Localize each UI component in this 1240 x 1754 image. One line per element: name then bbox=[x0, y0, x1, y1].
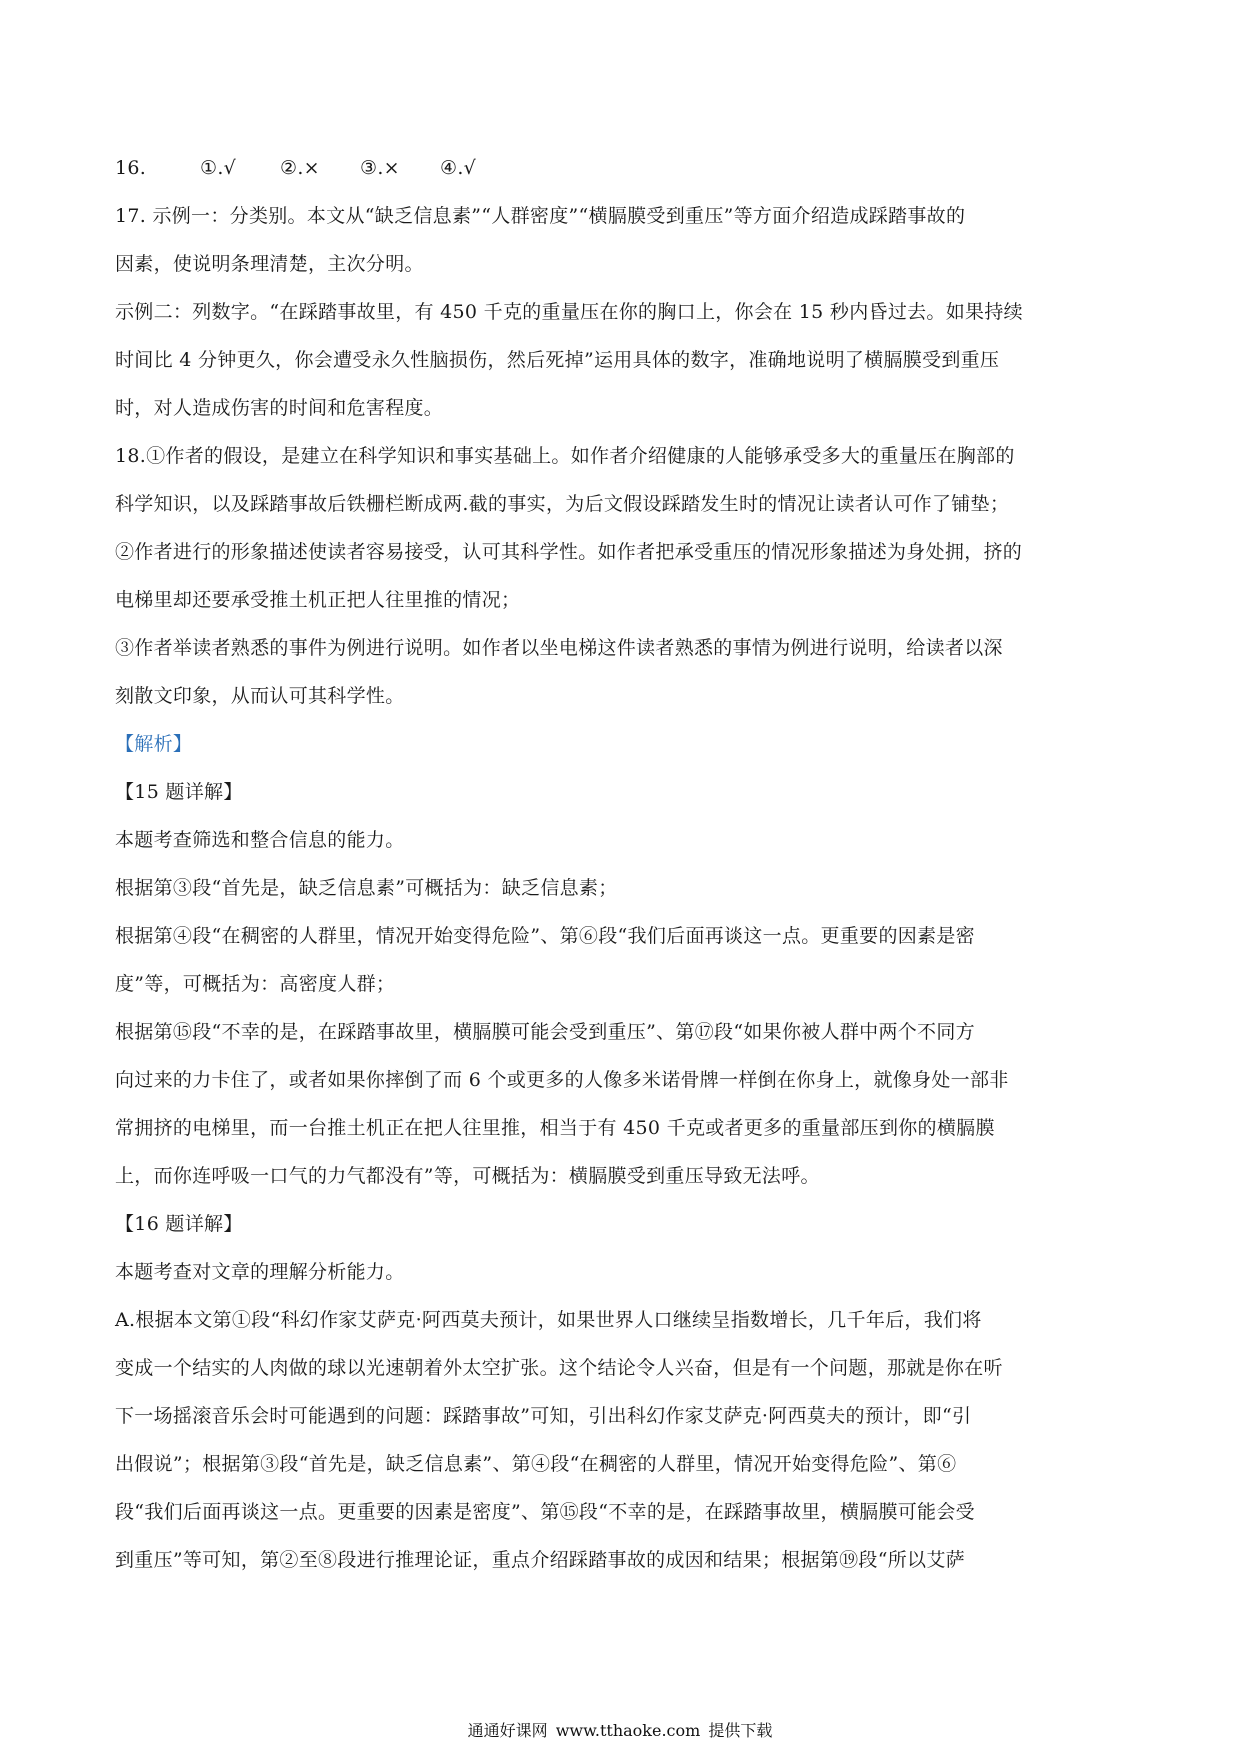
footer-site-name: 通通好课网 bbox=[467, 1721, 548, 1740]
q15-line-8: 上，而你连呼吸一口气的力气都没有”等，可概括为：横膈膜受到重压导致无法呼。 bbox=[115, 1165, 820, 1187]
q17-line-2: 因素，使说明条理清楚，主次分明。 bbox=[115, 253, 424, 275]
q18-line-2: 科学知识，以及踩踏事故后铁栅栏断成两.截的事实，为后文假设踩踏发生时的情况让读者认可作了铺垫； bbox=[115, 493, 1010, 515]
q18-line-1: 18.①作者的假设，是建立在科学知识和事实基础上。如作者介绍健康的人能够承受多大的重量压在胸部的 bbox=[115, 445, 1015, 467]
q16-line-1: 本题考查对文章的理解分析能力。 bbox=[115, 1261, 405, 1283]
q17-line-4: 时间比 4 分钟更久，你会遭受永久性脑损伤，然后死掉”运用具体的数字，准确地说明了横膈膜受到重压 bbox=[115, 349, 1000, 371]
q16-detail-heading: 【16 题详解】 bbox=[115, 1213, 243, 1235]
q15-line-3: 根据第④段“在稠密的人群里，情况开始变得危险”、第⑥段“我们后面再谈这一点。更重要的因素是密 bbox=[115, 925, 975, 947]
footer-suffix: 提供下载 bbox=[708, 1721, 773, 1740]
q15-detail-heading: 【15 题详解】 bbox=[115, 781, 243, 803]
q16-line-6: 段“我们后面再谈这一点。更重要的因素是密度”、第⑮段“不幸的是，在踩踏事故里，横膈膜可能会受 bbox=[115, 1501, 975, 1523]
q16-line-7: 到重压”等可知，第②至⑧段进行推理论证，重点介绍踩踏事故的成因和结果；根据第⑲段“所以艾萨 bbox=[115, 1549, 965, 1571]
q16-number: 16. bbox=[115, 157, 147, 179]
analysis-heading: 【解析】 bbox=[115, 733, 193, 755]
q15-line-1: 本题考查筛选和整合信息的能力。 bbox=[115, 829, 405, 851]
q15-line-6: 向过来的力卡住了，或者如果你摔倒了而 6 个或更多的人像多米诺骨牌一样倒在你身上，就像身处一部非 bbox=[115, 1069, 1009, 1091]
q15-line-7: 常拥挤的电梯里，而一台推土机正在把人往里推，相当于有 450 千克或者更多的重量部压到你的横膈膜 bbox=[115, 1117, 995, 1139]
q18-line-3: ②作者进行的形象描述使读者容易接受，认可其科学性。如作者把承受重压的情况形象描述为身处拥，挤的 bbox=[115, 541, 1023, 563]
q17-line-5: 时，对人造成伤害的时间和危害程度。 bbox=[115, 397, 444, 419]
footer-url-link[interactable]: www.tthaoke.com bbox=[555, 1721, 701, 1740]
q16-answer-1: ①.√ bbox=[200, 157, 237, 179]
q16-answer-2: ②.× bbox=[280, 157, 320, 179]
q15-line-5: 根据第⑮段“不幸的是，在踩踏事故里，横膈膜可能会受到重压”、第⑰段“如果你被人群中两个不同方 bbox=[115, 1021, 975, 1043]
q17-line-1: 17. 示例一：分类别。本文从“缺乏信息素”“人群密度”“横膈膜受到重压”等方面介绍造成踩踏事故的 bbox=[115, 205, 966, 227]
q16-line-2: A.根据本文第①段“科幻作家艾萨克·阿西莫夫预计，如果世界人口继续呈指数增长，几千年后，我们将 bbox=[115, 1309, 982, 1331]
page-footer bbox=[0, 1720, 1240, 1742]
q16-answer-3: ③.× bbox=[360, 157, 400, 179]
q16-line-4: 下一场摇滚音乐会时可能遇到的问题：踩踏事故”可知，引出科幻作家艾萨克·阿西莫夫的预计，即“引 bbox=[115, 1405, 972, 1427]
q16-line-3: 变成一个结实的人肉做的球以光速朝着外太空扩张。这个结论令人兴奋，但是有一个问题，那就是你在听 bbox=[115, 1357, 1003, 1379]
q16-line-5: 出假说”；根据第③段“首先是，缺乏信息素”、第④段“在稠密的人群里，情况开始变得危险”、第⑥ bbox=[115, 1453, 957, 1475]
q16-answer-4: ④.√ bbox=[440, 157, 477, 179]
q16-answer-row bbox=[115, 155, 1130, 181]
q17-line-3: 示例二：列数字。“在踩踏事故里，有 450 千克的重量压在你的胸口上，你会在 15 秒内昏过去。如果持续 bbox=[115, 301, 1023, 323]
q18-line-5: ③作者举读者熟悉的事件为例进行说明。如作者以坐电梯这件读者熟悉的事情为例进行说明，给读者以深 bbox=[115, 637, 1003, 659]
q18-line-4: 电梯里却还要承受推土机正把人往里推的情况； bbox=[115, 589, 521, 611]
q15-line-4: 度”等，可概括为：高密度人群； bbox=[115, 973, 396, 995]
q18-line-6: 刻散文印象，从而认可其科学性。 bbox=[115, 685, 405, 707]
q15-line-2: 根据第③段“首先是，缺乏信息素”可概括为：缺乏信息素； bbox=[115, 877, 618, 899]
